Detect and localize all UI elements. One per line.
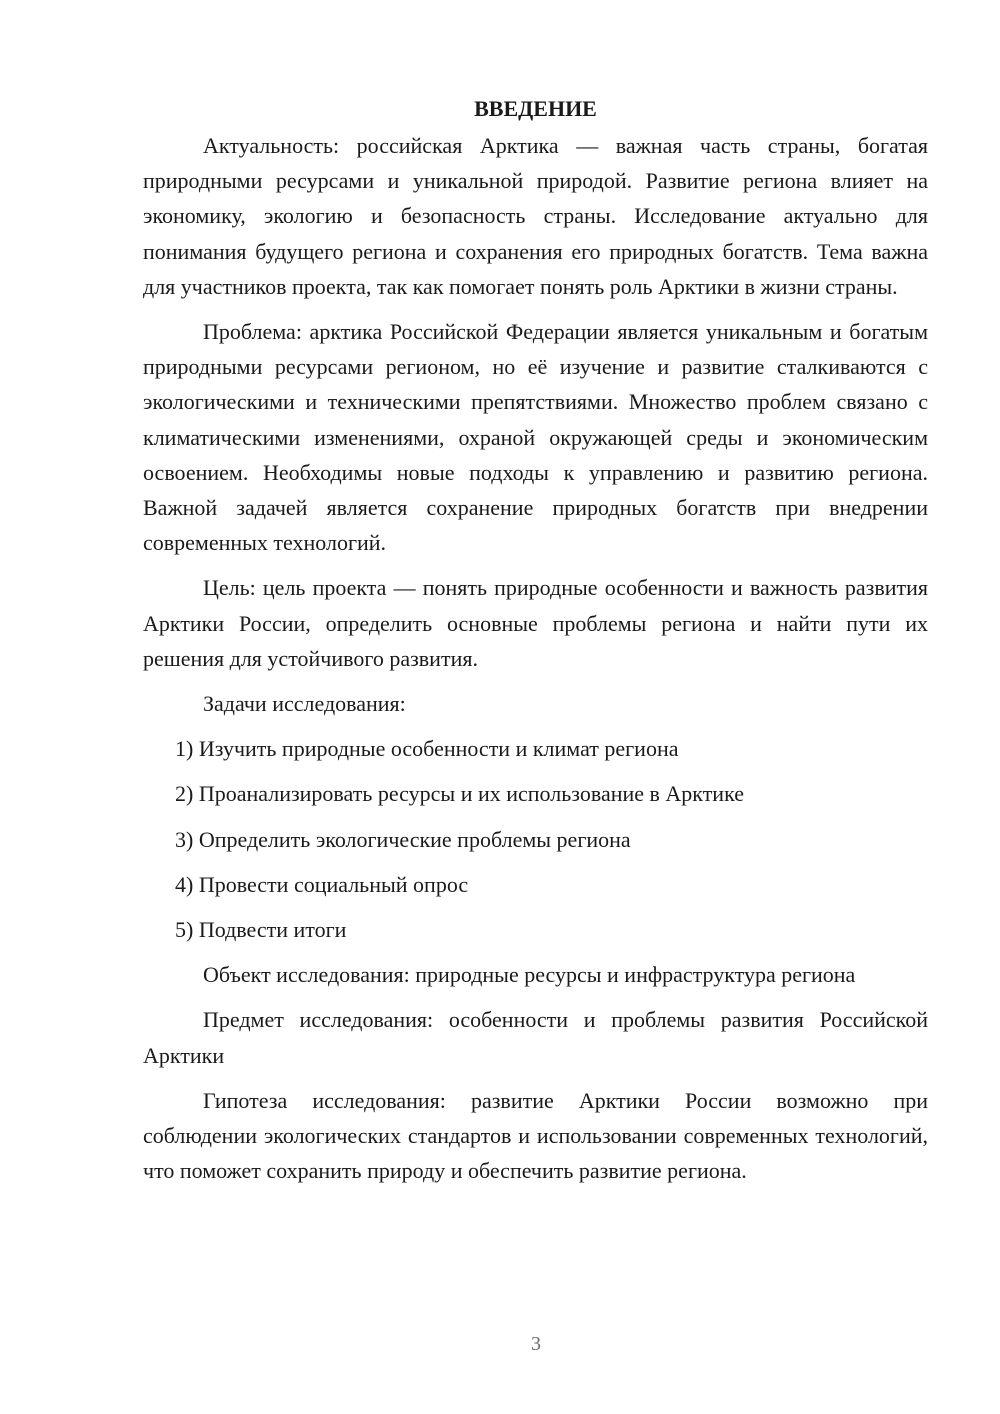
hypothesis-paragraph: Гипотеза исследования: развитие Арктики России возможно при соблюдении экологических стандартов и использовании современных технологий, что поможет сохранить природу и обеспечить развитие региона.: [143, 1087, 928, 1184]
task-item: 5) Подвести итоги: [175, 917, 347, 943]
section-heading: ВВЕДЕНИЕ: [474, 96, 597, 121]
task-item: 3) Определить экологические проблемы региона: [175, 826, 631, 852]
goal-paragraph: Цель: цель проекта — понять природные особенности и важность развития Арктики России, определить основные проблемы региона и найти пути их решения для устойчивого развития.: [143, 575, 928, 671]
problem-paragraph: Проблема: арктика Российской Федерации является уникальным и богатым природными ресурсами регионом, но её изучение и развитие сталкиваются с экологическими и техническими препятствиями. Множество проблем связано с климатическими изменениями, охраной окружающей среды и экономическим освоением. Необходимы новые подходы к управлению и развитию региона. Важной задачей является сохранение природных богатств при внедрении современных технологий.: [143, 319, 928, 556]
task-item: 1) Изучить природные особенности и климат региона: [175, 736, 679, 762]
tasks-list: [143, 731, 928, 947]
task-item: 2) Проанализировать ресурсы и их использование в Арктике: [175, 781, 744, 807]
tasks-title: Задачи исследования:: [203, 691, 406, 717]
subject-paragraph: Предмет исследования: особенности и проблемы развития Российской Арктики: [143, 1007, 928, 1068]
page-number: 3: [531, 1333, 541, 1355]
object-paragraph: Объект исследования: природные ресурсы и инфраструктура региона: [203, 962, 856, 988]
document-page: [143, 92, 928, 1198]
relevance-paragraph: Актуальность: российская Арктика — важная часть страны, богатая природными ресурсами и уникальной природой. Развитие региона влияет на экономику, экологию и безопасность страны. Исследование актуально для понимания будущего региона и сохранения его природных богатств. Тема важна для участников проекта, так как помогает понять роль Арктики в жизни страны.: [143, 133, 928, 299]
task-item: 4) Провести социальный опрос: [175, 871, 469, 897]
